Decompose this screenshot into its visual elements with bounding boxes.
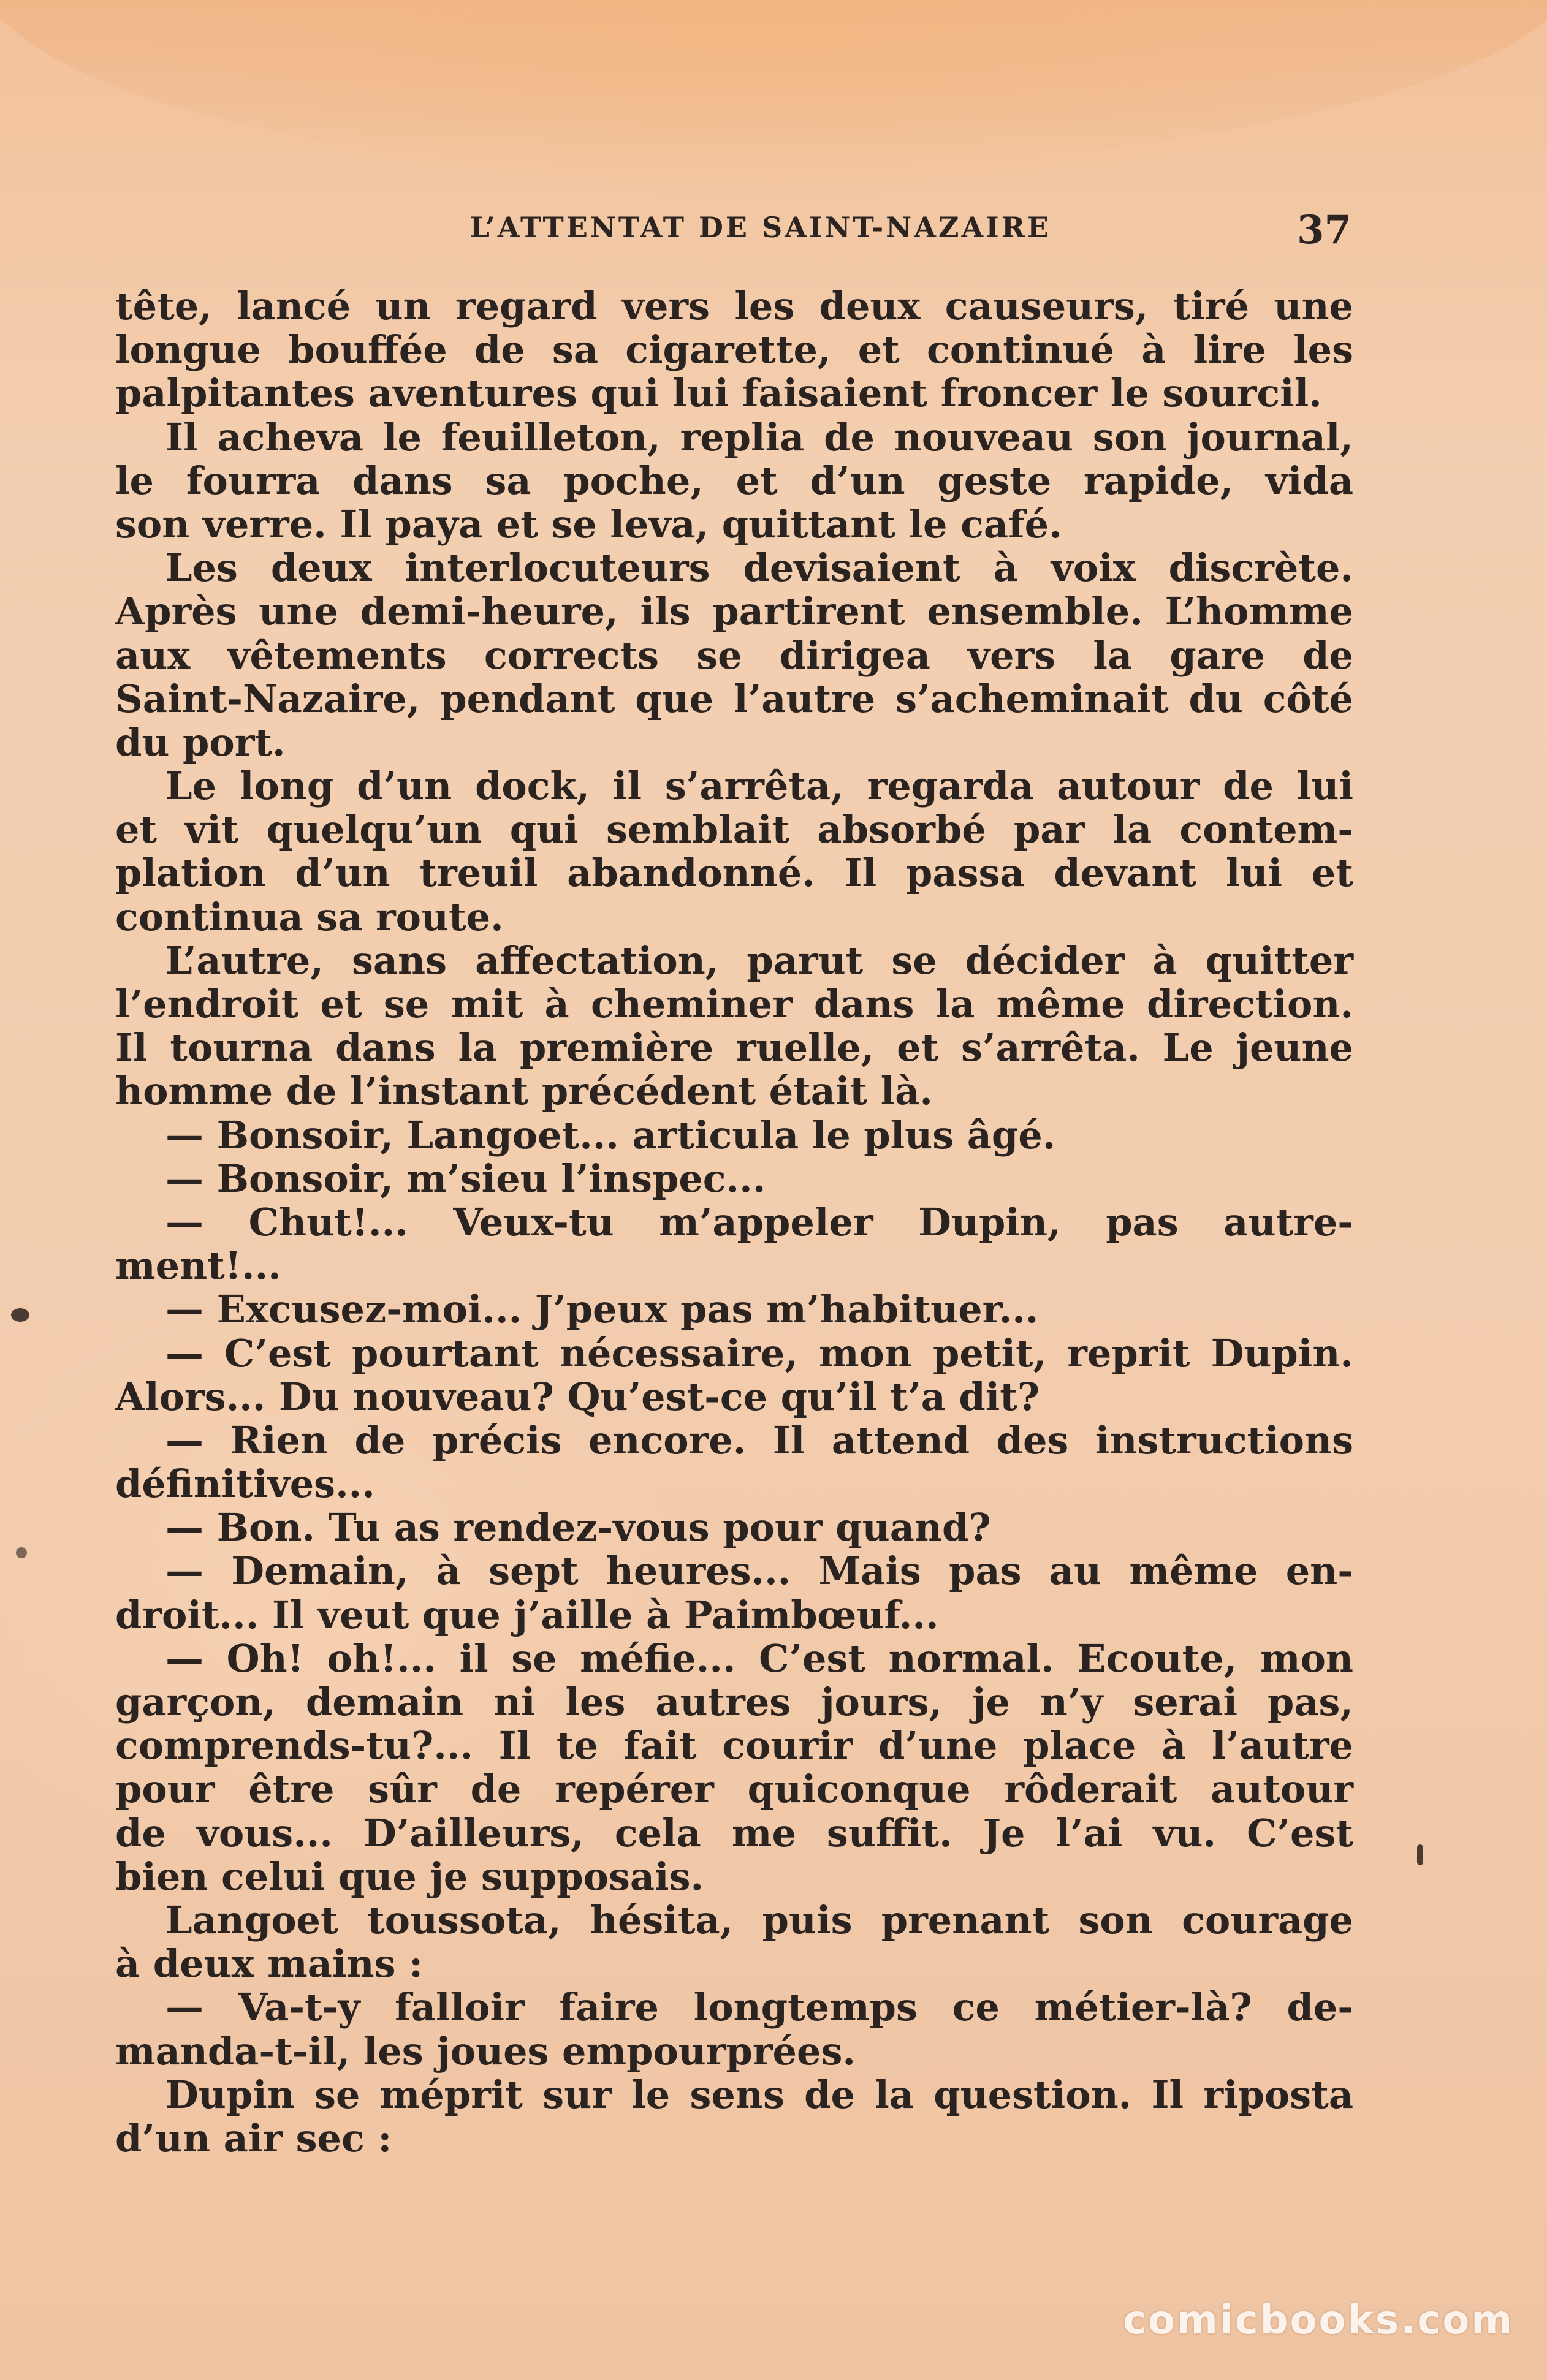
text-line: — Demain, à sept heures... Mais pas au même en- [165,1548,1353,1594]
text-line: bien celui que je supposais. [115,1854,704,1899]
text-line: — Bonsoir, m’sieu l’inspec... [165,1156,766,1201]
text-line: droit... Il veut que j’aille à Paimbœuf... [115,1592,939,1637]
text-line: aux vêtements corrects se dirigea vers la gare de [115,632,1353,678]
text-line: garçon, demain ni les autres jours, je n’y serai pas, [115,1680,1353,1724]
text-line: d’un air sec : [115,2115,392,2161]
text-line: Il acheva le feuilleton, replia de nouveau son journal, [165,414,1353,460]
paper-speck [1417,1844,1423,1865]
text-line: Le long d’un dock, il s’arrêta, regarda autour de lui [165,764,1353,809]
text-line: ment!... [115,1243,281,1289]
paper-speck [11,1308,29,1322]
text-line: — Oh! oh!... il se méfie... C’est normal. Ecoute, mon [165,1635,1353,1681]
text-line: plation d’un treuil abandonné. Il passa devant lui et [115,851,1353,896]
text-line: — Chut!... Veux-tu m’appeler Dupin, pas autre- [165,1199,1353,1245]
text-line: — Bonsoir, Langoet... articula le plus âgé. [165,1112,1056,1158]
text-line: de vous... D’ailleurs, cela me suffit. Je l’ai vu. C’est [115,1810,1353,1855]
text-line: — C’est pourtant nécessaire, mon petit, reprit Dupin. [165,1330,1353,1376]
text-line: longue bouffée de sa cigarette, et continué à lire les [115,327,1353,373]
text-line: Langoet toussota, hésita, puis prenant son courage [165,1897,1353,1942]
paper-stain [0,0,1547,172]
text-line: manda-t-il, les joues empourprées. [115,2028,856,2074]
text-line: Alors... Du nouveau? Qu’est-ce qu’il t’a dit? [115,1374,1040,1419]
text-line: du port. [115,719,286,765]
text-line: comprends-tu?... Il te fait courir d’une place à l’autre [115,1723,1353,1768]
page-number: 37 [1296,207,1351,253]
text-line: palpitantes aventures qui lui faisaient froncer le sourcil. [115,371,1322,416]
paper-speck [16,1547,27,1558]
text-line: Après une demi-heure, ils partirent ensemble. L’homme [115,589,1353,634]
text-line: tête, lancé un regard vers les deux causeurs, tiré une [115,284,1353,328]
watermark: comicbooks.com [1123,2298,1514,2343]
running-head: L’ATTENTAT DE SAINT-NAZAIRE [469,211,1051,244]
text-line: pour être sûr de repérer quiconque rôderait autour [115,1767,1353,1812]
text-line: homme de l’instant précédent était là. [115,1069,933,1114]
text-line: Il tourna dans la première ruelle, et s’arrêta. Le jeune [115,1025,1353,1071]
text-line: et vit quelqu’un qui semblait absorbé par la contem- [115,807,1353,852]
text-line: son verre. Il paya et se leva, quittant le café. [115,501,1062,547]
text-line: Dupin se méprit sur le sens de la question. Il riposta [165,2072,1353,2117]
body-text [115,284,1353,2160]
page-header [116,207,1351,256]
text-line: — Excusez-moi... J’peux pas m’habituer... [165,1287,1039,1332]
text-line: continua sa route. [115,894,504,939]
text-line: à deux mains : [115,1941,423,1987]
text-line: — Bon. Tu as rendez-vous pour quand? [165,1505,991,1550]
text-line: le fourra dans sa poche, et d’un geste rapide, vida [115,458,1353,503]
text-line: — Rien de précis encore. Il attend des instructions [165,1417,1353,1463]
text-line: Les deux interlocuteurs devisaient à voix discrète. [165,545,1353,591]
text-line: définitives... [115,1461,375,1507]
text-line: Saint-Nazaire, pendant que l’autre s’acheminait du côté [115,676,1353,721]
text-line: L’autre, sans affectation, parut se décider à quitter [165,938,1353,983]
text-line: — Va-t-y falloir faire longtemps ce métier-là? de- [165,1985,1353,2030]
text-line: l’endroit et se mit à cheminer dans la même direction. [115,982,1353,1026]
